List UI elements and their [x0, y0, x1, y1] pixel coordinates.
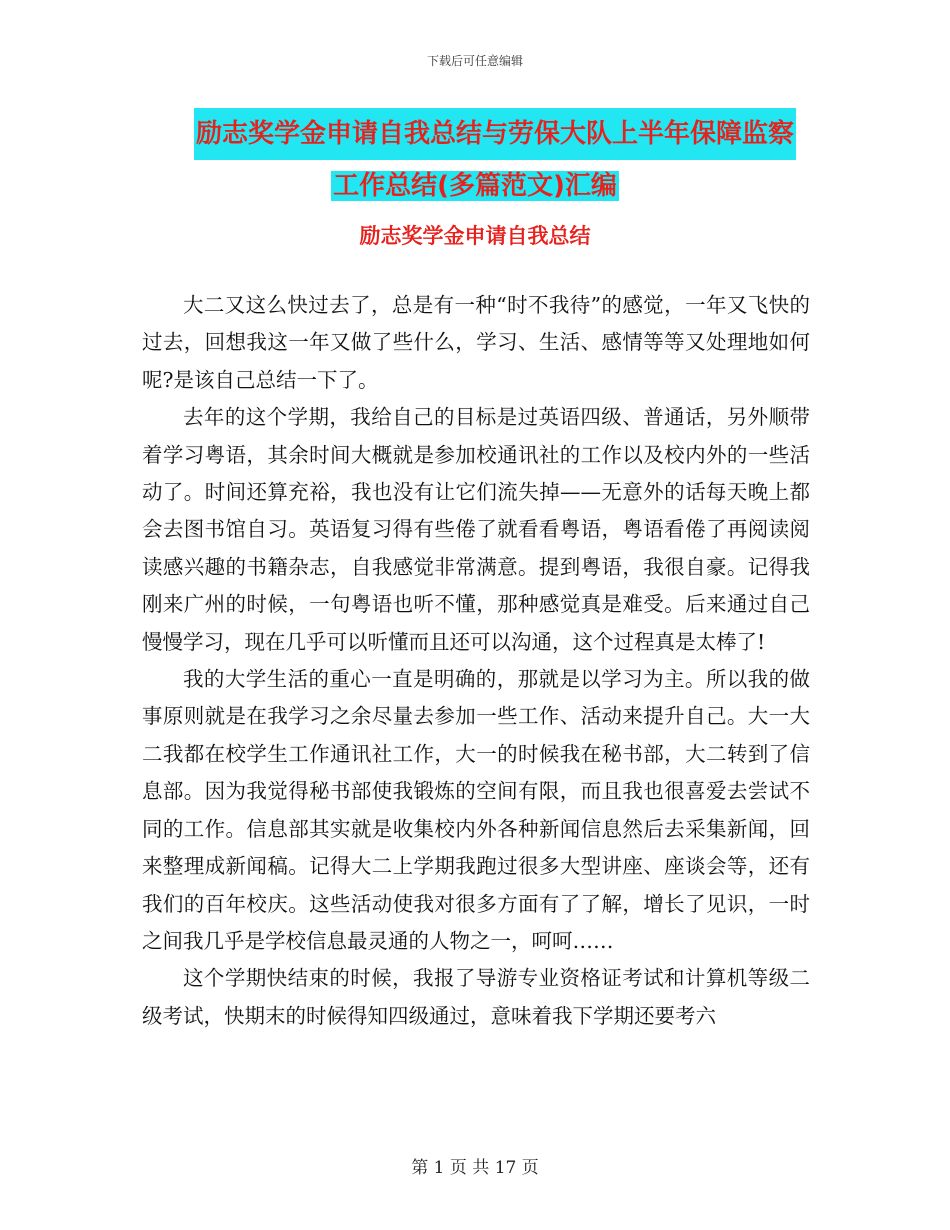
- page-footer: 第 1 页 共 17 页: [411, 1158, 539, 1178]
- paragraph: 大二又这么快过去了，总是有一种“时不我待”的感觉，一年又飞快的过去，回想我这一年又做了些什么，学习、生活、感情等等又处理地如何呢?是该自己总结一下了。: [142, 293, 810, 392]
- paragraph: 去年的这个学期，我给自己的目标是过英语四级、普通话，另外顺带着学习粤语，其余时间大概就是参加校通讯社的工作以及校内外的一些活动了。时间还算充裕，我也没有让它们流失掉——无意外的话每天晚上都会去图书馆自习。英语复习得有些倦了就看看粤语，粤语看倦了再阅读阅读感兴趣的书籍杂志，自我感觉非常满意。提到粤语，我很自豪。记得我刚来广州的时候，一句粤语也听不懂，那种感觉真是难受。后来通过自己慢慢学习，现在几乎可以听懂而且还可以沟通，这个过程真是太棒了!: [142, 405, 810, 654]
- paragraph: 这个学期快结束的时候，我报了导游专业资格证考试和计算机等级二级考试，快期末的时候得知四级通过，意味着我下学期还要考六: [142, 966, 810, 1028]
- paragraph: 我的大学生活的重心一直是明确的，那就是以学习为主。所以我的做事原则就是在我学习之余尽量去参加一些工作、活动来提升自己。大一大二我都在校学生工作通讯社工作，大一的时候我在秘书部，大二转到了信息部。因为我觉得秘书部使我锻炼的空间有限，而且我也很喜爱去尝试不同的工作。信息部其实就是收集校内外各种新闻信息然后去采集新闻，回来整理成新闻稿。记得大二上学期我跑过很多大型讲座、座谈会等，还有我们的百年校庆。这些活动使我对很多方面有了了解，增长了见识，一时之间我几乎是学校信息最灵通的人物之一，呵呵……: [142, 667, 810, 953]
- section-title: 励志奖学金申请自我总结: [359, 224, 591, 248]
- document-title: [0, 108, 950, 212]
- document-title-line-1: 励志奖学金申请自我总结与劳保大队上半年保障监察: [194, 108, 796, 160]
- header-note: 下载后可任意编辑: [426, 54, 523, 68]
- document-title-line-2: 工作总结(多篇范文)汇编: [333, 171, 617, 201]
- document-body: [142, 287, 810, 1035]
